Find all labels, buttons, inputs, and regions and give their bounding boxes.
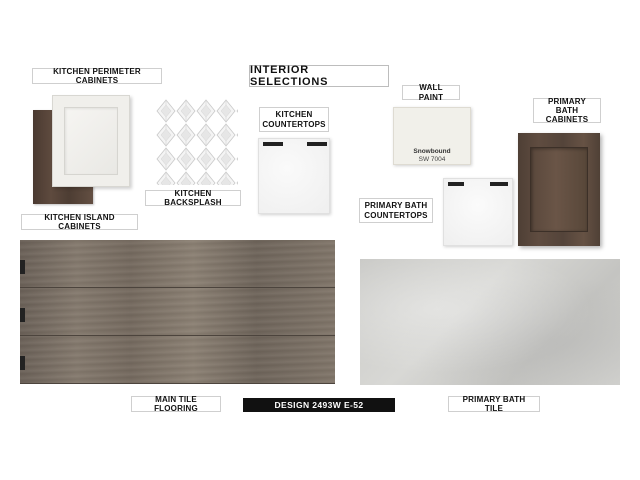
cabinet-door-panel [64,107,118,175]
sample-tag [490,182,508,186]
primary-bath-tile-swatch [360,259,620,385]
cabinet-door-panel [530,147,588,232]
label-kitchen-perimeter-cabinets: KITCHEN PERIMETER CABINETS [32,68,162,84]
label-main-tile-flooring: MAIN TILE FLOORING [131,396,221,412]
floor-plank [20,336,335,384]
main-tile-flooring-swatch [20,240,335,385]
sample-tag [20,356,25,370]
label-primary-bath-tile: PRIMARY BATH TILE [448,396,540,412]
kitchen-perimeter-cabinet-swatch [52,95,130,187]
backsplash-tile-pattern [156,99,238,185]
sample-tag [448,182,464,186]
paint-color-name: Snowbound [413,148,451,155]
wall-paint-chip [393,107,471,165]
kitchen-backsplash-swatch [156,99,238,185]
label-kitchen-island-cabinets: KITCHEN ISLAND CABINETS [21,214,138,230]
floor-plank [20,240,335,288]
kitchen-countertop-swatch [258,138,330,214]
sample-tag [20,308,25,322]
label-primary-bath-cabinets: PRIMARY BATH CABINETS [533,98,601,123]
sample-tag [20,260,25,274]
design-code-bar: DESIGN 2493W E-52 [243,398,395,412]
board-title: INTERIOR SELECTIONS [249,65,389,87]
label-kitchen-countertops: KITCHEN COUNTERTOPS [259,107,329,132]
paint-color-code: SW 7004 [418,156,446,163]
label-primary-bath-countertops: PRIMARY BATH COUNTERTOPS [359,198,433,223]
primary-bath-countertop-swatch [443,178,513,246]
label-wall-paint: WALL PAINT [402,85,460,100]
floor-plank [20,288,335,336]
sample-tag [263,142,283,146]
sample-tag [307,142,327,146]
primary-bath-cabinet-swatch [518,133,600,246]
label-kitchen-backsplash: KITCHEN BACKSPLASH [145,190,241,206]
